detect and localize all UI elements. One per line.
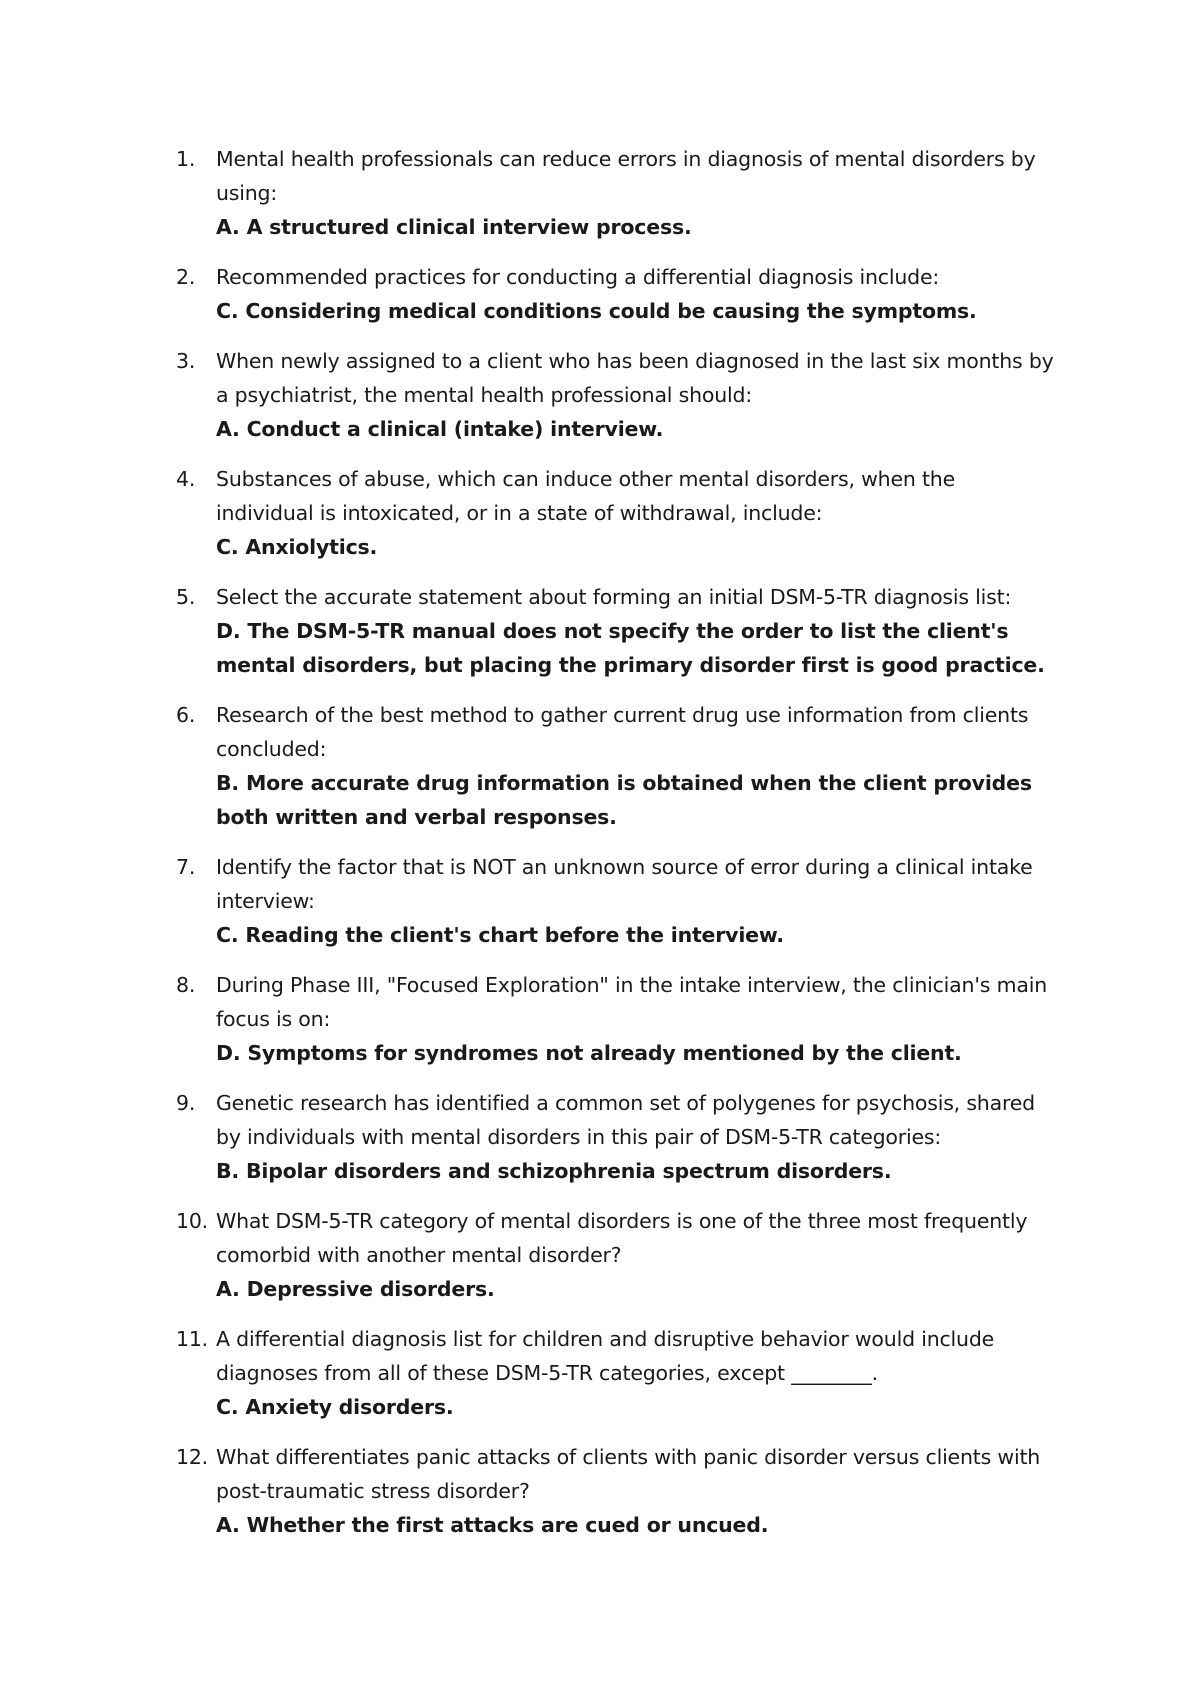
question-text: Research of the best method to gather current drug use information from clients concluded: — [216, 703, 1029, 761]
question-text: Recommended practices for conducting a differential diagnosis include: — [216, 265, 940, 289]
question-item — [176, 850, 1056, 952]
question-item — [176, 698, 1056, 834]
answer-text: A. A structured clinical interview process. — [216, 215, 692, 239]
question-item — [176, 260, 1056, 328]
question-number: 10. — [176, 1209, 209, 1233]
answer-text: C. Anxiety disorders. — [216, 1395, 454, 1419]
question-item — [176, 1440, 1056, 1542]
question-text: When newly assigned to a client who has been diagnosed in the last six months by a psychiatrist, the mental health professional should: — [216, 349, 1054, 407]
question-item — [176, 1322, 1056, 1424]
question-text: Mental health professionals can reduce errors in diagnosis of mental disorders by using: — [216, 147, 1036, 205]
question-item — [176, 462, 1056, 564]
question-item — [176, 1086, 1056, 1188]
question-list — [176, 142, 1056, 1558]
answer-text: A. Conduct a clinical (intake) interview. — [216, 417, 664, 441]
question-number: 11. — [176, 1327, 209, 1351]
question-text: Identify the factor that is NOT an unknown source of error during a clinical intake interview: — [216, 855, 1033, 913]
question-number: 4. — [176, 467, 196, 491]
question-number: 1. — [176, 147, 196, 171]
question-number: 8. — [176, 973, 196, 997]
question-item — [176, 344, 1056, 446]
question-number: 2. — [176, 265, 196, 289]
answer-text: C. Anxiolytics. — [216, 535, 378, 559]
answer-text: D. The DSM-5-TR manual does not specify the order to list the client's mental disorders, but placing the primary disorder first is good practice. — [216, 619, 1045, 677]
question-number: 5. — [176, 585, 196, 609]
question-text: What differentiates panic attacks of clients with panic disorder versus clients with post-traumatic stress disorder? — [216, 1445, 1041, 1503]
answer-text: B. More accurate drug information is obtained when the client provides both written and verbal responses. — [216, 771, 1032, 829]
question-item — [176, 968, 1056, 1070]
answer-text: A. Whether the first attacks are cued or uncued. — [216, 1513, 769, 1537]
answer-text: A. Depressive disorders. — [216, 1277, 495, 1301]
question-item — [176, 142, 1056, 244]
question-text: What DSM-5-TR category of mental disorders is one of the three most frequently comorbid with another mental disorder? — [216, 1209, 1028, 1267]
question-number: 6. — [176, 703, 196, 727]
question-item — [176, 1204, 1056, 1306]
question-number: 3. — [176, 349, 196, 373]
question-number: 9. — [176, 1091, 196, 1115]
question-text: A differential diagnosis list for children and disruptive behavior would include diagnoses from all of these DSM-5-TR categories, except ________. — [216, 1327, 995, 1385]
question-text: Substances of abuse, which can induce other mental disorders, when the individual is intoxicated, or in a state of withdrawal, include: — [216, 467, 956, 525]
question-number: 12. — [176, 1445, 209, 1469]
question-number: 7. — [176, 855, 196, 879]
answer-text: C. Considering medical conditions could be causing the symptoms. — [216, 299, 977, 323]
answer-text: D. Symptoms for syndromes not already mentioned by the client. — [216, 1041, 962, 1065]
answer-text: B. Bipolar disorders and schizophrenia spectrum disorders. — [216, 1159, 892, 1183]
question-item — [176, 580, 1056, 682]
answer-text: C. Reading the client's chart before the interview. — [216, 923, 784, 947]
question-text: During Phase III, "Focused Exploration" in the intake interview, the clinician's main focus is on: — [216, 973, 1047, 1031]
question-text: Genetic research has identified a common set of polygenes for psychosis, shared by individuals with mental disorders in this pair of DSM-5-TR categories: — [216, 1091, 1035, 1149]
question-text: Select the accurate statement about forming an initial DSM-5-TR diagnosis list: — [216, 585, 1012, 609]
